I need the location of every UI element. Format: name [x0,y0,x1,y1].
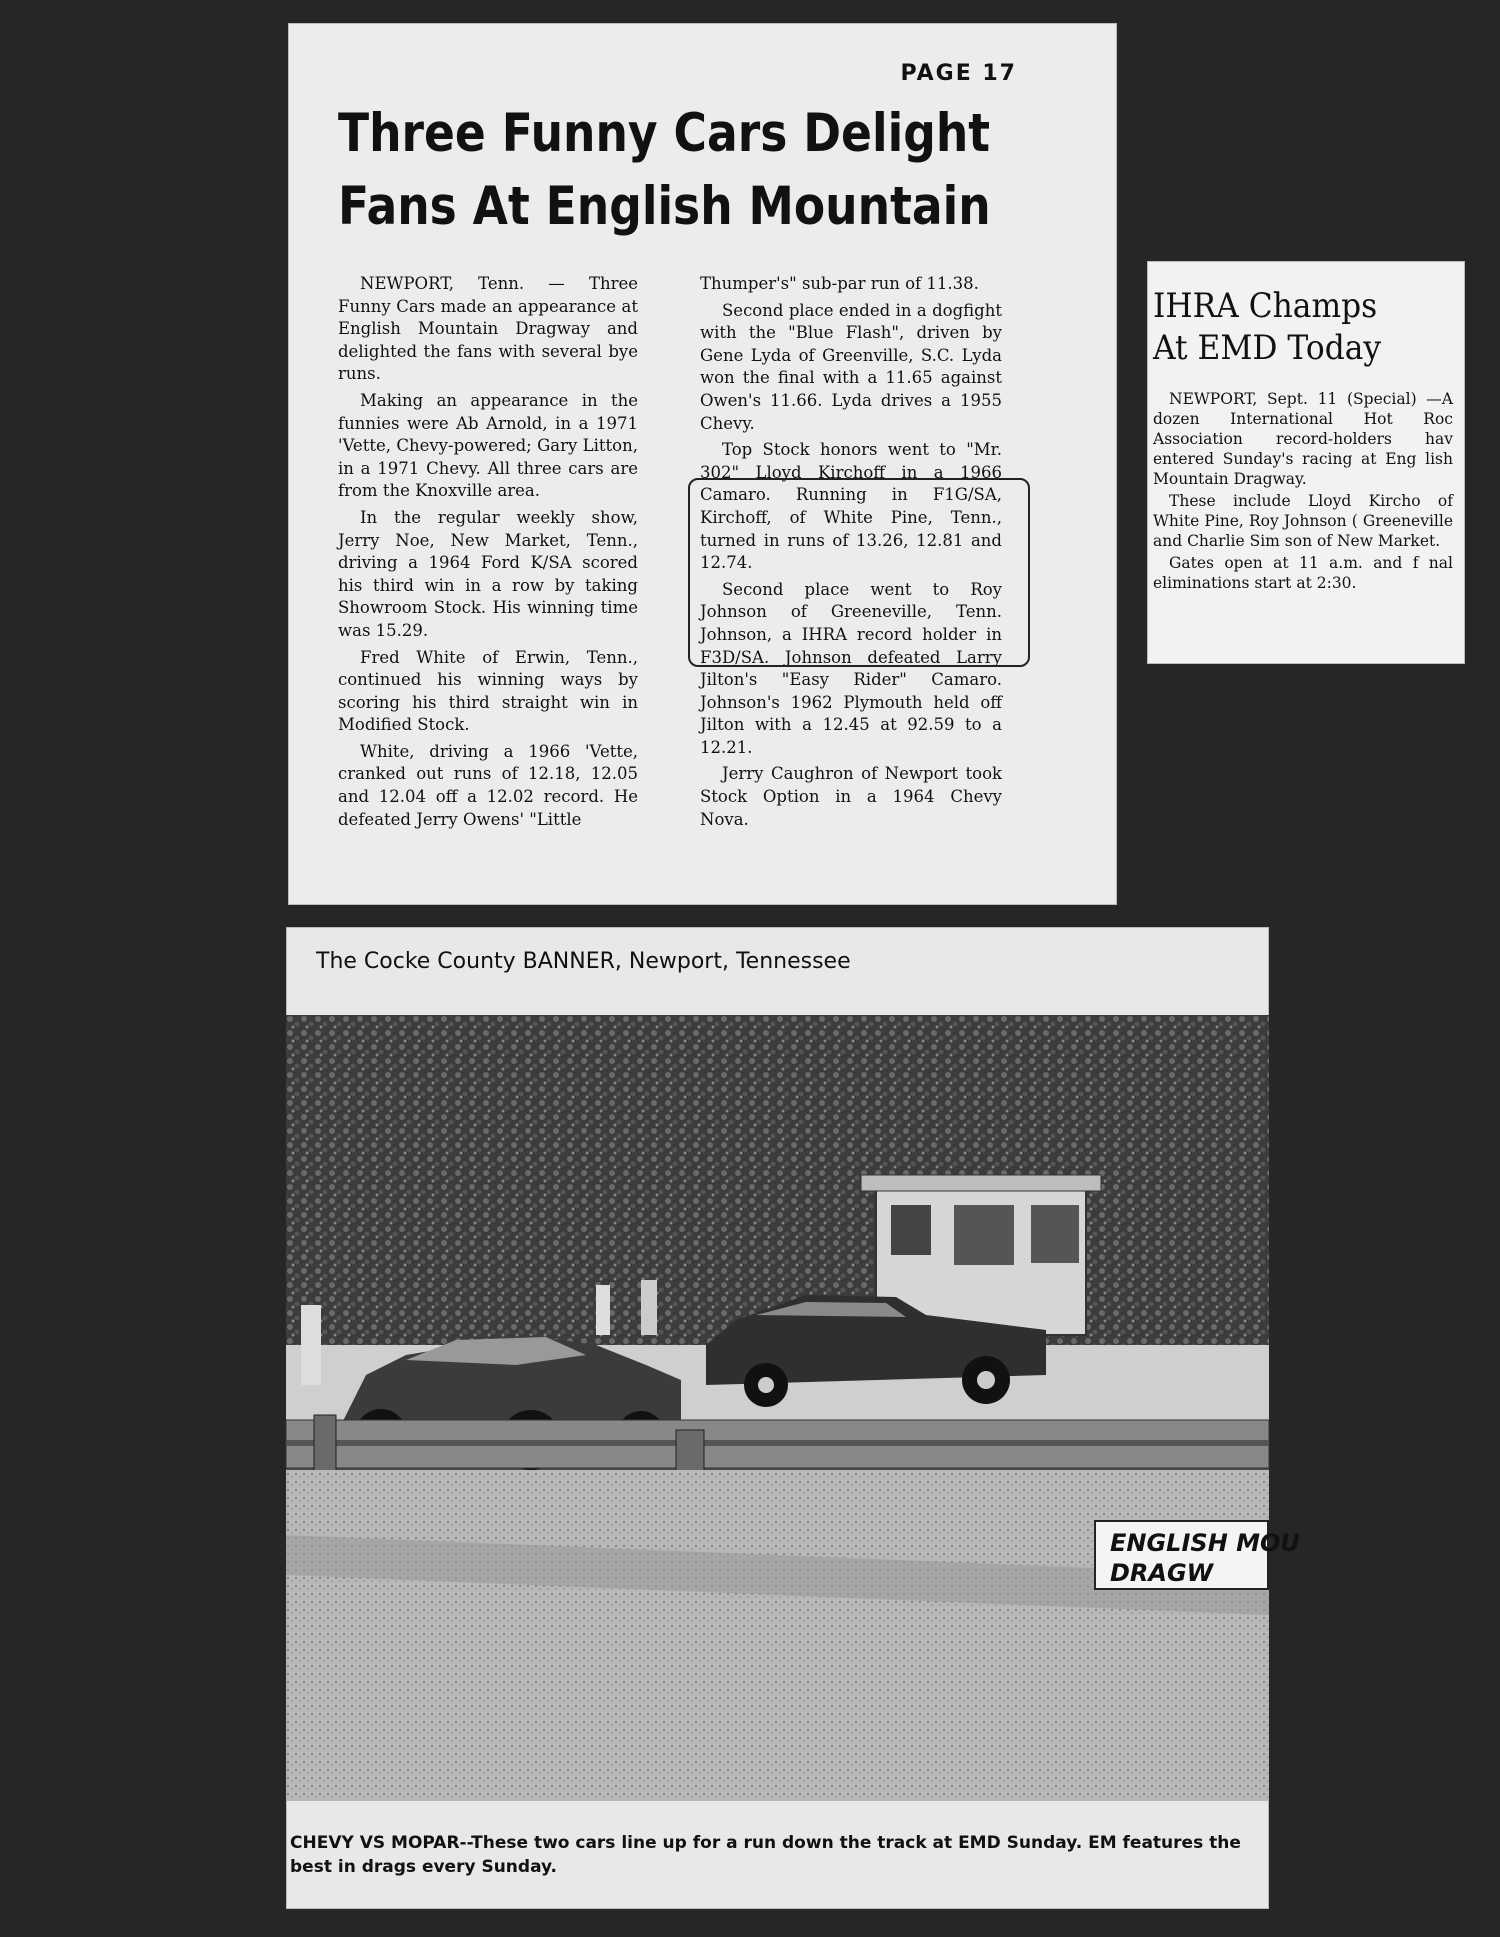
side-article-clipping [1147,261,1465,664]
drag-race-photo [286,1015,1300,1801]
photo-caption: CHEVY VS MOPAR--These two cars line up for a run down the track at EMD Sunday. EM features the best in drags every Sunday. [290,1833,1241,1877]
article-headline [338,97,991,243]
paragraph: Thumper's" sub-par run of 11.38. [700,274,979,293]
side-headline-line-2: At EMD Today [1153,328,1382,368]
headline-line-2: Fans At English Mountain [338,176,991,237]
main-article-clipping [288,23,1117,905]
paragraph: Making an appearance in the funnies were Ab Arnold, in a 1971 'Vette, Chevy-powered; Gary Litton, in a 1971 Chevy. All three cars are from the Knoxville area. [338,390,638,501]
newspaper-banner: The Cocke County BANNER, Newport, Tennessee [316,949,851,974]
paragraph: In the regular weekly show, Jerry Noe, New Market, Tenn., driving a 1964 Ford K/SA scored his third win in a row by taking Showroom Stock. His winning time was 15.29. [338,507,638,640]
paragraph: Second place ended in a dogfight with the "Blue Flash", driven by Gene Lyda of Greenville, S.C. Lyda won the final with a 11.65 against Owen's 11.66. Lyda drives a 1955 Chevy. [700,300,1002,433]
paragraph: Fred White of Erwin, Tenn., continued his winning ways by scoring his third straight win in Modified Stock. [338,647,638,735]
sign-line-2: DRAGW [1110,1559,1214,1587]
article-column-1 [338,273,638,835]
paragraph: NEWPORT, Sept. 11 (Special) —A dozen International Hot Roc Association record-holders hav entered Sunday's racing at Eng lish Mountain Dragway. [1153,390,1453,488]
side-article-body [1153,389,1453,595]
paragraph: NEWPORT, Tenn. — Three Funny Cars made an appearance at English Mountain Dragway and delighted the fans with several bye runs. [338,274,638,384]
page-label: PAGE 17 [900,61,1017,86]
sign-line-1: ENGLISH MOU [1110,1529,1300,1557]
headline-line-1: Three Funny Cars Delight [338,103,991,164]
dragway-sign [1094,1520,1300,1590]
hand-drawn-box [688,478,1030,667]
paragraph: Jerry Caughron of Newport took Stock Option in a 1964 Chevy Nova. [700,764,1002,829]
side-headline-line-1: IHRA Champs [1153,286,1378,326]
photo-illustration [286,1015,1300,1801]
photo-clipping [286,927,1300,1909]
paragraph: Second place went to Roy Johnson of Greeneville, Tenn. Johnson, a IHRA record holder in F3D/SA. Johnson defeated Larry Jilton's "Easy Rider" Camaro. Johnson's 1962 Plymouth held off Jilton with a 12.45 at 92.59 to a 12.21. [700,579,1002,757]
paragraph: These include Lloyd Kircho of White Pine, Roy Johnson ( Greeneville and Charlie Sim son of New Market. [1153,492,1453,550]
side-headline [1153,285,1435,369]
paragraph: White, driving a 1966 'Vette, cranked out runs of 12.18, 12.05 and 12.04 off a 12.02 record. He defeated Jerry Owens' "Little [338,741,638,829]
paragraph: Gates open at 11 a.m. and f nal eliminations start at 2:30. [1153,554,1453,592]
highlighted-paragraph: Top Stock honors went to "Mr. 302" Lloyd Kirchoff in a 1966 Camaro. Running in F1G/SA, Kirchoff, of White Pine, Tenn., turned in runs of 13.26, 12.81 and 12.74. [700,440,1002,573]
